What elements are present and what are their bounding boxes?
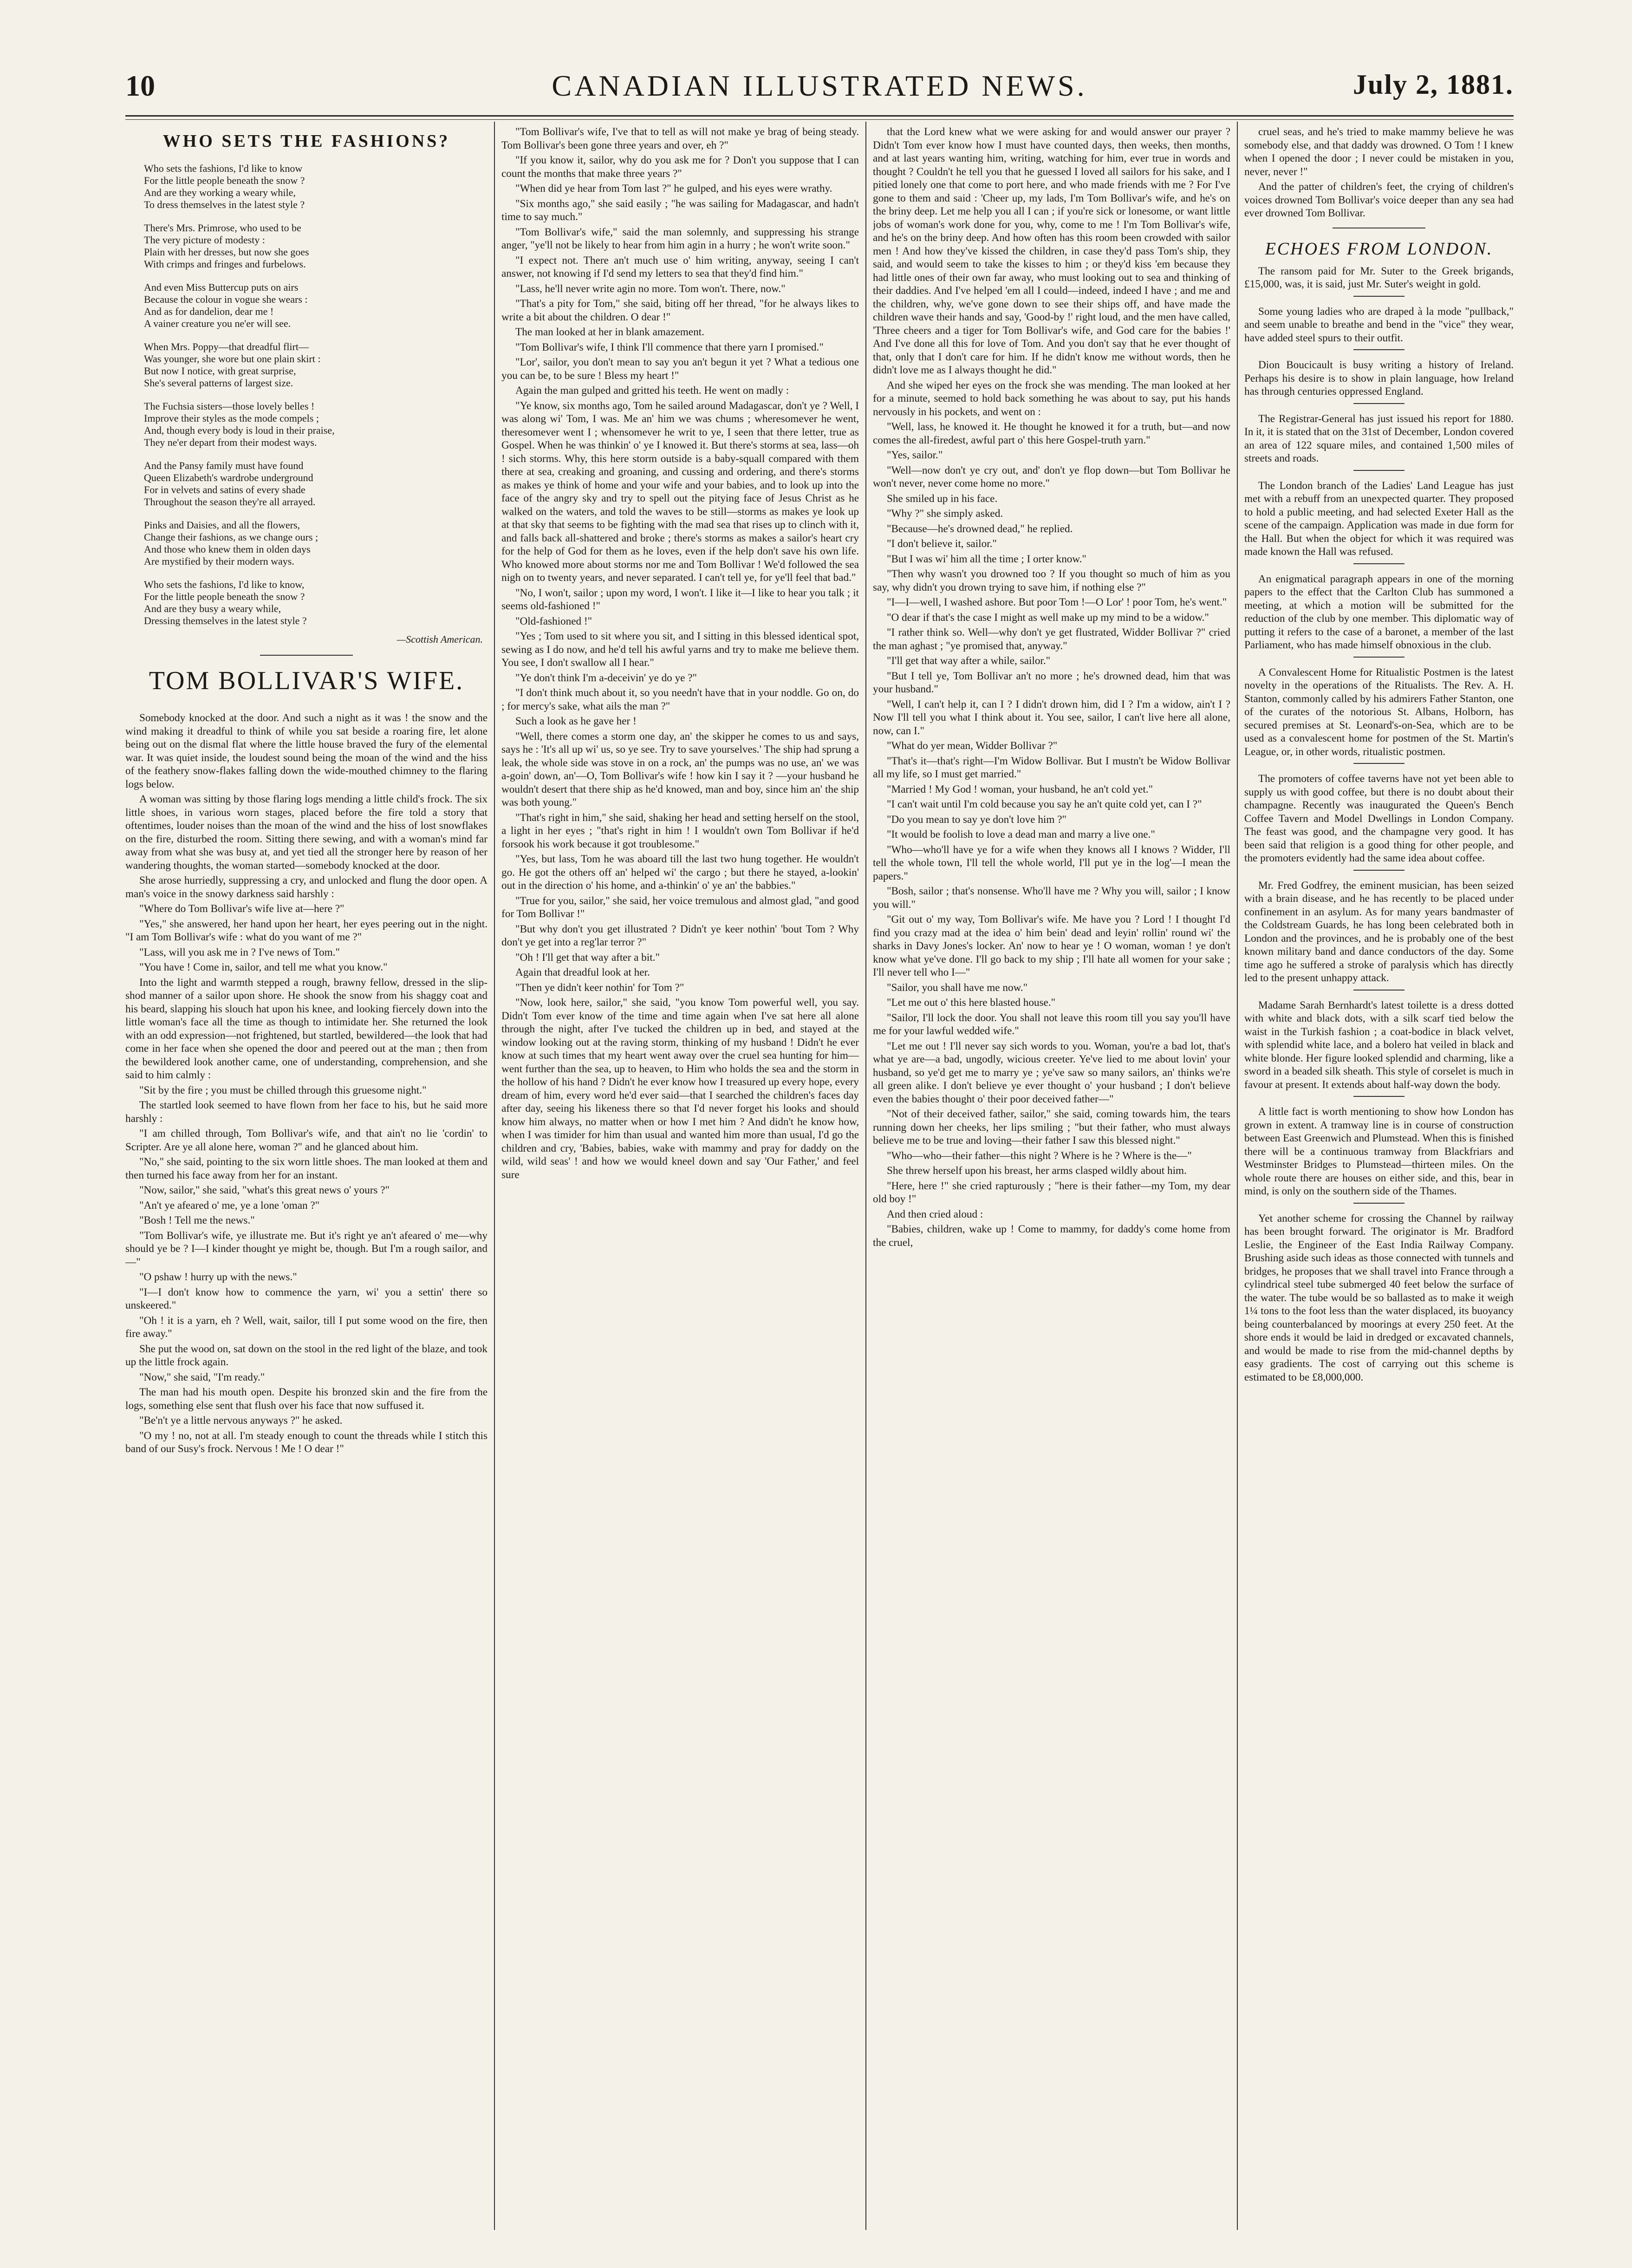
masthead-rule xyxy=(125,115,1514,120)
poem-line: Dressing themselves in the latest style ? xyxy=(144,615,307,626)
separator xyxy=(1353,470,1404,471)
poem-stanza xyxy=(144,519,488,567)
poem-stanza xyxy=(144,281,488,330)
story-paragraph: Into the light and warmth stepped a rough, brawny fellow, dressed in the slip-shod manner of a sailor upon shore. He shook the snow from his shaggy coat and his beard, slapping his slouch hat upon his knee, and looking fiercely down into the little woman's face all the time as though to intimidate her. She returned the look with an odd expression—not frightened, but startled, bewildered—the look that had come in her face when she opened the door and peered out at the man ; then from the bewildered look another came, one of understanding, comprehension, and she said to him calmly : xyxy=(125,976,488,1081)
poem-line: When Mrs. Poppy—that dreadful flirt— xyxy=(144,341,309,352)
story-paragraph: "Who—who'll have ye for a wife when they knows all I knows ? Widder, I'll tell the whole town, I'll tell the whole world, I'll put ye in the log'—I mean the papers." xyxy=(873,843,1230,882)
story-paragraph: "True for you, sailor," she said, her voice tremulous and almost glad, "and good for Tom Bollivar !" xyxy=(501,894,859,920)
story-paragraph: "Lor', sailor, you don't mean to say you an't begun it yet ? What a tedious one you can be, to be sure ! Bless my heart !" xyxy=(501,356,859,382)
story-paragraph: "You have ! Come in, sailor, and tell me what you know." xyxy=(139,961,388,973)
story-paragraph: She smiled up in his face. xyxy=(887,492,998,505)
separator xyxy=(1353,296,1404,297)
story-paragraph: "I—I don't know how to commence the yarn, wi' you a settin' there so unskeered." xyxy=(125,1286,488,1311)
separator xyxy=(1353,870,1404,871)
issue-date: July 2, 1881. xyxy=(1352,69,1514,100)
story-paragraph: "I don't think much about it, so you needn't have that in your noddle. Go on, do ; for mercy's sake, what ails the man ?" xyxy=(501,687,859,712)
story-paragraph: "I'll get that way after a while, sailor." xyxy=(887,655,1051,667)
story-paragraph: And she wiped her eyes on the frock she was mending. The man looked at her for a minute, seemed to hold back something he was about to say, put his hands nervously in his pockets, and went on : xyxy=(873,379,1230,418)
story-paragraph: "Six months ago," she said easily ; "he was sailing for Madagascar, and hadn't time to say much." xyxy=(501,197,859,223)
story-paragraph: "Yes, sailor." xyxy=(887,449,943,461)
poem-line: The Fuchsia sisters—those lovely belles ! xyxy=(144,400,315,412)
poem-title: WHO SETS THE FASHIONS? xyxy=(163,131,450,151)
poem-line: To dress themselves in the latest style ? xyxy=(144,199,305,210)
journal-title: CANADIAN ILLUSTRATED NEWS. xyxy=(552,69,1087,102)
story-paragraph: "When did ye hear from Tom last ?" he gulped, and his eyes were wrathy. xyxy=(515,182,832,195)
story-paragraph: "Old-fashioned !" xyxy=(515,615,592,627)
separator xyxy=(1353,403,1404,404)
echoes-item: The London branch of the Ladies' Land League has just met with a rebuff from an unexpected quarter. They proposed to hold a public meeting, and had selected Exeter Hall as the scene of the campaign. Application was made in due form for the Hall. But when the object for which it was required was made known the Hall was refused. xyxy=(1244,479,1514,558)
poem-line: Are mystified by their modern ways. xyxy=(144,555,294,567)
poem-line: For the little people beneath the snow ? xyxy=(144,591,305,602)
story-paragraph: "Here, here !" she cried rapturously ; "here is their father—my Tom, my dear old boy !" xyxy=(873,1180,1230,1205)
poem-line: There's Mrs. Primrose, who used to be xyxy=(144,222,301,234)
story-paragraph: "I don't believe it, sailor." xyxy=(887,538,997,550)
story-paragraph: "Git out o' my way, Tom Bollivar's wife. Me have you ? Lord ! I thought I'd find you crazy mad at the idea o' him bein' dead and leyin' rollin' round wi' the sharks in Davy Jones's locker. An' now to hear ye ! O woman, woman ! ye don't know what ye've done. I'll go back to my ship ; I'll hate all women for your sake ; I'll never tell who I—" xyxy=(873,913,1230,978)
poem-body xyxy=(125,163,488,627)
story-paragraph: "I—I—well, I washed ashore. But poor Tom !—O Lor' ! poor Tom, he's went." xyxy=(887,596,1227,608)
story-paragraph: The man had his mouth open. Despite his bronzed skin and the fire from the logs, something else sent that flush over his face that now suffused it. xyxy=(125,1386,488,1412)
poem-line: For in velvets and satins of every shade xyxy=(144,484,306,495)
story-paragraph: The man looked at her in blank amazement. xyxy=(515,326,704,338)
story-paragraph: "Then ye didn't keer nothin' for Tom ?" xyxy=(515,981,684,994)
poem-line: And, though every body is loud in their praise, xyxy=(144,424,335,436)
story-paragraph: "That's a pity for Tom," she said, biting off her thread, "for he always likes to write a bit about the children. O dear !" xyxy=(501,298,859,323)
story-paragraph: "Sit by the fire ; you must be chilled through this gruesome night." xyxy=(139,1084,427,1096)
separator xyxy=(1353,1203,1404,1204)
echoes-items xyxy=(1244,265,1514,1384)
echoes-item: A little fact is worth mentioning to show how London has grown in extent. A tramway line is in course of construction between East Greenwich and Plumstead. When this is finished there will be a continuous tramway from Blackfriars and Westminster Bridges to Plumstead—thirteen miles. On the whole route there are houses on either side, and this, bear in mind, is only on the southern side of the Thames. xyxy=(1244,1106,1514,1197)
story-paragraph: "Lass, will you ask me in ? I've news of Tom." xyxy=(139,946,340,958)
poem-line: The very picture of modesty : xyxy=(144,234,265,246)
story-paragraph: Such a look as he gave her ! xyxy=(515,715,637,727)
poem-line: Improve their styles as the mode compels ; xyxy=(144,412,319,424)
story-paragraph: "No, I won't, sailor ; upon my word, I won't. I like it—I like to hear you talk ; it seems old-fashioned !" xyxy=(501,587,859,612)
column-2 xyxy=(501,125,859,2224)
story-text-col1 xyxy=(125,711,488,1456)
story-paragraph: "That's it—that's right—I'm Widow Bollivar. But I mustn't be Widow Bollivar all my life, so I must get married." xyxy=(873,755,1230,780)
column-divider xyxy=(865,122,866,2230)
poem-line: For the little people beneath the snow ? xyxy=(144,175,305,186)
story-paragraph: "Now, sailor," she said, "what's this great news o' yours ?" xyxy=(139,1184,390,1196)
story-paragraph: "O pshaw ! hurry up with the news." xyxy=(139,1271,297,1283)
story-paragraph: "Tom Bollivar's wife, I've that to tell as will not make ye brag of being steady. Tom Bollivar's been gone three years and over, eh ?" xyxy=(501,126,859,151)
story-paragraph: "Babies, children, wake up ! Come to mammy, for daddy's come home from the cruel, xyxy=(873,1223,1230,1249)
poem-stanza xyxy=(144,341,488,389)
column-3 xyxy=(873,125,1230,2224)
poem-line: Was younger, she wore but one plain skirt : xyxy=(144,353,321,365)
poem-line: And even Miss Buttercup puts on airs xyxy=(144,281,299,293)
story-paragraph: "Tom Bollivar's wife, ye illustrate me. But it's right ye an't afeared o' me—why should ye be ? I—I kinder thought ye might be, though. But I'm a rough sailor, and—" xyxy=(125,1229,488,1268)
poem-line: And those who knew them in olden days xyxy=(144,543,311,555)
story-paragraph: "Well, there comes a storm one day, an' the skipper he comes to us and says, says he : 'It's all up wi' us, so ye see. Try to save yourselves.' The ship had sprung a leak, the whole side was stove in on a rock, an' the pumps was no use, an' we was a-goin' down, an'—O, Tom Bollivar's wife ! how kin I say it ? —your husband he wouldn't desert that there ship as he'd knowed, man and boy, since him an' the ship was both young." xyxy=(501,730,859,808)
story-paragraph: "No," she said, pointing to the six worn little shoes. The man looked at them and then turned his face away from her for an instant. xyxy=(125,1156,488,1181)
separator xyxy=(1353,563,1404,564)
echoes-item: The promoters of coffee taverns have not yet been able to supply us with good coffee, but there is no doubt about their champagne. Recently was inaugurated the Queen's Bench Coffee Tavern and Model Dwellings in London Company. The feast was good, and the champagne very good. It has been said that religion is a good thing for other people, and the promoters evidently had the same idea about coffee. xyxy=(1244,773,1514,864)
story-paragraph: "Lass, he'll never write agin no more. Tom won't. There, now." xyxy=(515,282,786,295)
story-paragraph: "Well, I can't help it, can I ? I didn't drown him, did I ? I'm a widow, ain't I ? Now I'll tell you what I think about it. You see, sailor, I can't live here all alone, now, can I." xyxy=(873,698,1230,737)
echoes-item: The Registrar-General has just issued his report for 1880. In it, it is stated that on the 31st of December, London covered an area of 122 square miles, and contained 1,500 miles of streets and roads. xyxy=(1244,412,1514,464)
story-paragraph: "What do yer mean, Widder Bollivar ?" xyxy=(887,740,1058,752)
poem-line: She's several patterns of largest size. xyxy=(144,377,293,389)
story-paragraph: "Bosh, sailor ; that's nonsense. Who'll have me ? Why you will, sailor ; I know you will." xyxy=(873,885,1230,911)
story-paragraph: "Now, look here, sailor," she said, "you know Tom powerful well, you say. Didn't Tom ever know of the time and time again when I've sat here all alone through the night, after I've tucked the children up in bed, and stayed at the window looking out at the raving storm, thinking of my husband ! Didn't he ever know at such times that my heart went away over the cruel sea hunting for him—went further than the sea, up to heaven, to Him who holds the sea and the storm in the hollow of his hand ? Didn't he ever know how I treasured up every hope, every dream of him, every word he'd ever said—that I searched the children's faces day after day, seeing his likeness there so that I'd never forget his looks and should know him always, no matter when or how I met him ? And didn't he know how, when I was timider for him than usual and wanted him more than usual, I'd go the children and cry, 'Babies, babies, wake with mammy and pray for daddy on the wild, wild seas' ! and how we would kneel down and say 'Our Father,' and feel sure xyxy=(501,997,859,1181)
echoes-item: Mr. Fred Godfrey, the eminent musician, has been seized with a brain disease, and he has recently to be placed under confinement in an asylum. As for many years bandmaster of the Coldstream Guards, he has long been celebrated both in London and the provinces, and he is probably one of the best known military band and dance conductors of the day. Some time ago he suffered a stroke of paralysis which has directly led to the present unhappy attack. xyxy=(1244,879,1514,984)
story-paragraph: cruel seas, and he's tried to make mammy believe he was somebody else, and that daddy was drowned. O Tom ! I knew when I opened the door ; I never could be mistaken in you, never, never !" xyxy=(1244,126,1514,178)
poem-line: A vainer creature you ne'er will see. xyxy=(144,318,291,329)
story-paragraph: She threw herself upon his breast, her arms clasped wildly about him. xyxy=(887,1165,1187,1177)
poem-line: Throughout the season they're all arrayed. xyxy=(144,496,316,508)
poem-line: And the Pansy family must have found xyxy=(144,460,304,471)
story-paragraph: that the Lord knew what we were asking for and would answer our prayer ? Didn't Tom ever know how I must have counted days, then weeks, then months, and at last years wanting him, writing, watching for him, ever true in words and thought ? Couldn't he tell you that he guessed I loved all sailors for his sake, and I pitied lonely one that come to port here, and who made friends with me ? For I've gone to them and said : 'Cheer up, my lads, I'm Tom Bollivar's wife, and he's on the briny deep. Let me help you all I can ; if you're sick or lonesome, or want little jobs of woman's work done for you, why, come to me ! I'm Tom Bollivar's wife, and he's on the briny deep. And how often has this room been crowded with sailor men ! And how they've kissed the children, in case they'd pass Tom's ship, they said, and would seem to take the kisses to him ; or they'd kiss 'em because they had little ones of their own far away, who must looking out to sea and thinking of their daddies. And I've helped 'em all I could—indeed, indeed I have ; and me and the children, why, we've gone down to see their ships off, and have made the children wave their hands and say, 'Good-by !' right loud, and the men have called, 'Three cheers and a tiger for Tom Bollivar's wife, and God care for the babies !' And I've done all this for love of Tom. And you don't say that he ever thought of that, only that I don't care for him. If he didn't know me without words, then he didn't love me as I always thought he did." xyxy=(873,126,1230,376)
story-paragraph: "I can't wait until I'm cold because you say he an't quite cold yet, can I ?" xyxy=(887,798,1202,810)
story-paragraph: "Sailor, you shall have me now." xyxy=(887,981,1028,994)
poem-stanza xyxy=(144,460,488,508)
story-paragraph: A woman was sitting by those flaring logs mending a little child's frock. The six little shoes, in various worn stages, placed before the fire told a story that oftentimes, louder noises than the moan of the wind and the hiss of lost snowflakes on the fire, disturbed the room. Sitting there sewing, and with a woman's mind far away from what she was busy at, and yet tied all the stronger here by reason of her wandering thoughts, the woman started—somebody knocked at the door. xyxy=(125,793,488,872)
poem-line: Who sets the fashions, I'd like to know, xyxy=(144,579,305,590)
story-paragraph: "Because—he's drowned dead," he replied. xyxy=(887,522,1073,535)
echoes-title: ECHOES FROM LONDON. xyxy=(1265,239,1493,259)
poem-stanza xyxy=(144,579,488,627)
story-paragraph: "O dear if that's the case I might as well make up my mind to be a widow." xyxy=(887,611,1209,624)
poem-line: With crimps and fringes and furbelows. xyxy=(144,258,306,270)
story-paragraph: She put the wood on, sat down on the stool in the red light of the blaze, and took up the little frock again. xyxy=(125,1343,488,1368)
separator xyxy=(1353,1096,1404,1097)
story-paragraph: "That's right in him," she said, shaking her head and setting herself on the stool, a light in her eyes ; "that's right in him ! I wouldn't own Tom Bollivar if he'd forsook his work because it got troublesome." xyxy=(501,811,859,850)
story-paragraph: "Well—now don't ye cry out, and' don't ye flop down—but Tom Bollivar he won't never, never come home no more." xyxy=(873,464,1230,489)
story-text-col2 xyxy=(501,125,859,1181)
story-paragraph: And then cried aloud : xyxy=(887,1208,983,1220)
story-paragraph: "Married ! My God ! woman, your husband, he an't cold yet." xyxy=(887,783,1153,795)
story-paragraph: "But I tell ye, Tom Bollivar an't no more ; he's drowned dead, him that was your husband." xyxy=(873,670,1230,695)
story-paragraph: "Ye don't think I'm a-deceivin' ye do ye ?" xyxy=(515,671,697,684)
story-paragraph: "But I was wi' him all the time ; I orter know." xyxy=(887,553,1086,565)
story-paragraph: "But why don't you get illustrated ? Didn't ye keer nothin' 'bout Tom ? Why don't ye get into a reg'lar terror ?" xyxy=(501,923,859,948)
story-paragraph: Again the man gulped and gritted his teeth. He went on madly : xyxy=(515,385,789,397)
story-paragraph: "It would be foolish to love a dead man and marry a live one." xyxy=(887,828,1155,841)
column-divider xyxy=(494,122,495,2230)
story-paragraph: "Let me out o' this here blasted house." xyxy=(887,997,1056,1009)
separator xyxy=(1353,763,1404,764)
separator xyxy=(1353,990,1404,991)
story-paragraph: "Let me out ! I'll never say sich words to you. Woman, you're a bad lot, that's what ye are—a bad, ungodly, wicious creeter. Ye've lied to me about lovin' your husband, so ye'd get me to marry ye ; ye've saw so many sailors, an' thinks we're all green alike. I don't believe ye ever thought o' your husband ; I don't believe even the babies thought o' their poor deceived father—" xyxy=(873,1040,1230,1105)
story-paragraph: "Sailor, I'll lock the door. You shall not leave this room till you say you'll have me for your lawful wedded wife." xyxy=(873,1011,1230,1037)
story-paragraph: She arose hurriedly, suppressing a cry, and unlocked and flung the door open. A man's voice in the snowy darkness said harshly : xyxy=(125,874,488,900)
story-paragraph: "Yes," she answered, her hand upon her heart, her eyes peering out in the night. "I am Tom Bollivar's wife : what do you want of me ?" xyxy=(125,918,488,943)
echoes-item: Some young ladies who are draped à la mode "pullback," and seem unable to breathe and bend in the "vice" they wear, have added steel spurs to their outfit. xyxy=(1244,305,1514,344)
poem-line: Plain with her dresses, but now she goes xyxy=(144,246,309,258)
story-text-col4 xyxy=(1244,125,1514,220)
echoes-item: Dion Boucicault is busy writing a history of Ireland. Perhaps his desire is to show in plain language, how Ireland has through centuries oppressed England. xyxy=(1244,359,1514,398)
poem-line: Because the colour in vogue she wears : xyxy=(144,293,308,305)
story-paragraph: "Well, lass, he knowed it. He thought he knowed it for a truth, but—and now comes the all-firedest, awful part o' this here Gospel-truth yarn." xyxy=(873,421,1230,446)
story-paragraph: And the patter of children's feet, the crying of children's voices drowned Tom Bollivar's voice deeper than any sea had ever drowned Tom Bollivar. xyxy=(1244,181,1514,219)
poem-stanza xyxy=(144,400,488,449)
story-paragraph: "I rather think so. Well—why don't ye get flustrated, Widder Bollivar ?" cried the man aghast ; "ye promised that, anyway." xyxy=(873,626,1230,652)
story-text-col3 xyxy=(873,125,1230,1249)
poem-line: And are they busy a weary while, xyxy=(144,603,281,614)
poem-line: And as for dandelion, dear me ! xyxy=(144,306,274,317)
story-paragraph: "Then why wasn't you drowned too ? If you thought so much of him as you say, why didn't you drown trying to save him, if nothing else ?" xyxy=(873,568,1230,593)
separator xyxy=(260,655,353,656)
story-paragraph: "Bosh ! Tell me the news." xyxy=(139,1214,255,1226)
column-1 xyxy=(125,125,488,2224)
poem-line: Pinks and Daisies, and all the flowers, xyxy=(144,519,300,531)
separator xyxy=(1353,349,1404,350)
story-paragraph: "I expect not. There an't much use o' him writing, anyway, seeing I can't answer, not knowing if I'd send my letters to sea that they'd find him." xyxy=(501,254,859,280)
poem-line: Queen Elizabeth's wardrobe underground xyxy=(144,472,313,483)
story-title: TOM BOLLIVAR'S WIFE. xyxy=(149,666,464,695)
story-paragraph: "Be'n't ye a little nervous anyways ?" he asked. xyxy=(139,1414,343,1427)
column-divider xyxy=(1237,122,1238,2230)
story-paragraph: "If you know it, sailor, why do you ask me for ? Don't you suppose that I can count the months that make three years ?" xyxy=(501,154,859,180)
story-paragraph: "Yes, but lass, Tom he was aboard till the last two hung together. He wouldn't go. He got the others off an' helped wi' the cargo ; but there he stayed, a-lookin' out in the direction o' his home, and a-thinkin' o' ye an' the babbies." xyxy=(501,853,859,892)
page-number: 10 xyxy=(125,69,155,102)
story-paragraph: "O my ! no, not at all. I'm steady enough to count the threads while I stitch this band of our Susy's frock. Nervous ! Me ! O dear !" xyxy=(125,1429,488,1455)
story-paragraph: "Why ?" she simply asked. xyxy=(887,508,1003,520)
story-paragraph: "Now," she said, "I'm ready." xyxy=(139,1371,265,1383)
story-paragraph: Again that dreadful look at her. xyxy=(515,966,650,978)
echoes-item: An enigmatical paragraph appears in one of the morning papers to the effect that the Carlton Club has summoned a meeting, at which a motion will be submitted for the reduction of the club by one member. This diplomatic way of putting it refers to the case of a baronet, a member of the last Parliament, who has made himself obnoxious in the club. xyxy=(1244,573,1514,651)
poem-line: Who sets the fashions, I'd like to know xyxy=(144,163,303,174)
masthead xyxy=(125,69,1514,111)
poem-stanza xyxy=(144,163,488,211)
echoes-item: The ransom paid for Mr. Suter to the Greek brigands, £15,000, was, it is said, just Mr. Suter's weight in gold. xyxy=(1244,265,1514,290)
story-paragraph: "Ye know, six months ago, Tom he sailed around Madagascar, don't ye ? Well, I was along wi' Tom, I was. Me an' him we was chums ; wheresomever he went, theresomever went I ; whensomever he writ to ye, I seen that there letter, true as Gospel. When he was thinkin' o' ye I knowed it. But there's storms at sea, lass—oh ! sich storms. Why, this here storm outside is a baby-squall compared with them there at sea, creaking and groaning, and cussing and ordering, and there's storms as makes ye think of home and your wife and your babies, and to look up into the face of the angry sky and try to spell out the pitying face of Jesus Christ as he walked on the waters, and told the waves to be still—storms as makes ye look up at that sky that seems to be fighting with the mad sea that rises up to clinch with it, and falls back all-shattered and broke ; there's storms as makes a sailor's heart cry for the help of God for them as he loves, even if the help don't save his own life. Who knowed more about storms nor me and Tom Bollivar ! We'd followed the sea nigh on to twenty years, and never separated. I can't tell ye, for ye'll feel that bad." xyxy=(501,399,859,584)
story-paragraph: Somebody knocked at the door. And such a night as it was ! the snow and the wind making it dreadful to think of while you sat beside a roaring fire, let alone being out on the dismal flat where the little house braved the fury of the elemental war. It was quiet inside, the loudest sound being the moan of the wind and the hiss of the feathery snow-flakes falling down the wide-mouthed chimney to the flaring logs below. xyxy=(125,712,488,790)
story-paragraph: "An't ye afeared o' me, ye a lone 'oman ?" xyxy=(139,1199,320,1212)
story-paragraph: "Tom Bollivar's wife," said the man solemnly, and suppressing his strange anger, "ye'll not be likely to hear from him agin in a hurry ; he won't write soon." xyxy=(501,226,859,251)
story-paragraph: "Yes ; Tom used to sit where you sit, and I sitting in this blessed identical spot, sewing as I do now, and he'd tell his awful yarns and try to make me believe them. You see, I don't swallow all I hear." xyxy=(501,630,859,669)
separator xyxy=(1353,657,1404,658)
echoes-item: Madame Sarah Bernhardt's latest toilette is a dress dotted with white and black dots, with a silk scarf tied below the waist in the Turkish fashion ; a coat-bodice in black velvet, with splendid white lace, and a bolero hat veiled in black and white blonde. Her figure looked splendid and charming, like a sword in a beaded silk sheath. This style of corselet is much in favour at present. It extends about half-way down the body. xyxy=(1244,999,1514,1091)
story-paragraph: "Where do Tom Bollivar's wife live at—here ?" xyxy=(139,903,345,915)
echoes-item: Yet another scheme for crossing the Channel by railway has been brought forward. The originator is Mr. Bradford Leslie, the Engineer of the East India Railway Company. Brushing aside such ideas as those connected with tunnels and bridges, he proposes that we shall travel into France through a cylindrical steel tube submerged 40 feet below the surface of the water. The tube would be so ballasted as to make it weigh 1¼ tons to the foot less than the water displaced, its buoyancy being counterbalanced by moorings at every 250 feet. At the shore ends it would be laid in dredged or excavated channels, and would be made to rise from the mid-channel depths by easy gradients. The cost of carrying out this scheme is estimated to be £8,000,000. xyxy=(1244,1212,1514,1383)
poem-byline: —Scottish American. xyxy=(397,633,483,645)
story-paragraph: "Oh ! it is a yarn, eh ? Well, wait, sailor, till I put some wood on the fire, then fire away." xyxy=(125,1314,488,1340)
poem-line: Change their fashions, as we change ours ; xyxy=(144,531,319,543)
story-paragraph: The startled look seemed to have flown from her face to his, but he said more harshly : xyxy=(125,1099,488,1125)
poem-line: They ne'er depart from their modest ways. xyxy=(144,437,317,448)
poem-line: And are they working a weary while, xyxy=(144,187,296,198)
story-paragraph: "Who—who—their father—this night ? Where is he ? Where is the—" xyxy=(887,1149,1192,1162)
story-paragraph: "Not of their deceived father, sailor," she said, coming towards him, the tears running down her cheeks, her lips smiling ; "but their father, who must always believe me to be true and loving—their father I saw this blessed night." xyxy=(873,1108,1230,1147)
column-4 xyxy=(1244,125,1514,2224)
story-paragraph: "I am chilled through, Tom Bollivar's wife, and that ain't no lie 'cordin' to Scripter. Are ye all alone here, woman ?" and he glanced about him. xyxy=(125,1127,488,1153)
echoes-item: A Convalescent Home for Ritualistic Postmen is the latest novelty in the operations of the Ritualists. The Rev. A. H. Stanton, commonly called by his admirers Father Stanton, one of the curates of the notorious St. Albans, Holborn, has secured premises at St. Leonard's-on-Sea, which are to be used as a convalescent home for postmen of the St. Martin's League, or, in other words, ritualistic postmen. xyxy=(1244,666,1514,758)
poem-stanza xyxy=(144,222,488,270)
story-paragraph: "Oh ! I'll get that way after a bit." xyxy=(515,951,660,964)
story-paragraph: "Tom Bollivar's wife, I think I'll commence that there yarn I promised." xyxy=(515,341,824,353)
story-paragraph: "Do you mean to say ye don't love him ?" xyxy=(887,813,1066,826)
poem-line: But now I notice, with great surprise, xyxy=(144,365,296,377)
